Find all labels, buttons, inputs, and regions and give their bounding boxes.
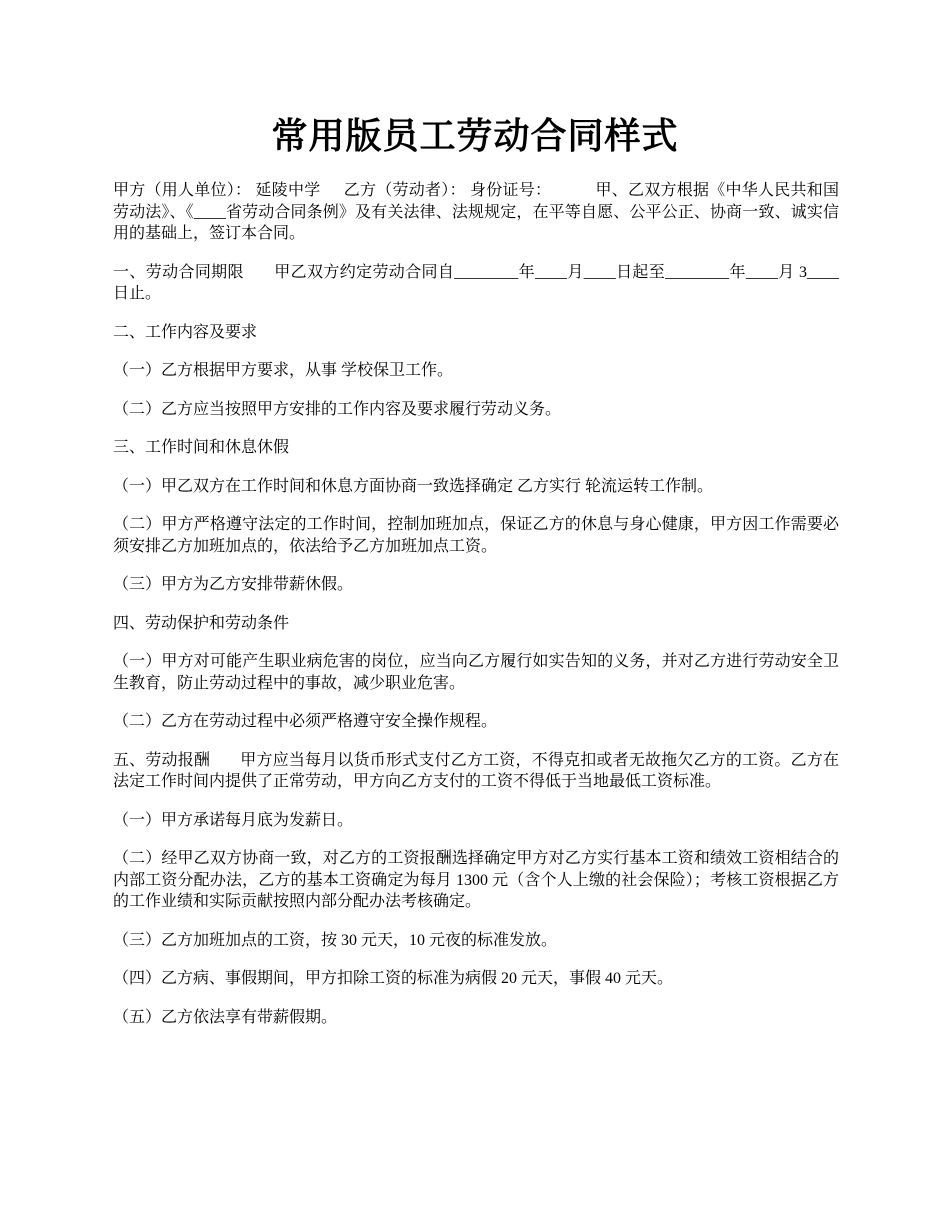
clause: （二）乙方应当按照甲方安排的工作内容及要求履行劳动义务。 xyxy=(113,400,562,418)
clause: （五）乙方依法享有带薪假期。 xyxy=(113,1008,338,1026)
clause: （一）甲方对可能产生职业病危害的岗位，应当向乙方履行如实告知的义务，并对乙方进行劳动安全卫生教育，防止劳动过程中的事故，减少职业危害。 xyxy=(113,653,839,692)
clause: （三）甲方为乙方安排带薪休假。 xyxy=(113,576,354,593)
clause: （四）乙方病、事假期间，甲方扣除工资的标准为病假 20 元天，事假 40 元天。 xyxy=(113,970,674,987)
clause: （一）乙方根据甲方要求，从事 学校保卫工作。 xyxy=(113,362,454,379)
document-body xyxy=(113,180,839,1045)
section-heading: 四、劳动保护和劳动条件 xyxy=(113,614,290,632)
section-text: 甲乙双方约定劳动合同自________年____月____日起至________年____月 3____日止。 xyxy=(113,263,839,302)
section-term xyxy=(113,262,839,305)
clause: （三）乙方加班加点的工资，按 30 元天，10 元夜的标准发放。 xyxy=(113,931,558,949)
section-heading: 五、劳动报酬 xyxy=(113,751,211,769)
section-pay xyxy=(113,750,839,793)
section-heading: 一、劳动合同期限 xyxy=(113,263,244,281)
document-title: 常用版员工劳动合同样式 xyxy=(271,116,679,157)
parties-paragraph xyxy=(113,180,839,245)
clause: （一）甲乙双方在工作时间和休息方面协商一致选择确定 乙方实行 轮流运转工作制。 xyxy=(113,477,714,495)
party-a: 甲方（用人单位）： 延陵中学 xyxy=(113,182,321,199)
section-heading: 三、工作时间和休息休假 xyxy=(113,439,290,456)
clause: （二）乙方在劳动过程中必须严格遵守安全操作规程。 xyxy=(113,713,498,730)
preamble: 甲、乙双方根据《中华人民共和国劳动法》、《____省劳动合同条例》及有关法律、法规规定，在平等自愿、公平公正、协商一致、诚实信用的基础上，签订本合同。 xyxy=(113,182,839,242)
section-heading: 二、工作内容及要求 xyxy=(113,323,258,341)
clause: （一）甲方承诺每月底为发薪日。 xyxy=(113,811,354,829)
clause: （二）甲方严格遵守法定的工作时间，控制加班加点，保证乙方的休息与身心健康，甲方因工作需要必须安排乙方加班加点的，依法给予乙方加班加点工资。 xyxy=(113,516,839,555)
clause: （二）经甲乙双方协商一致，对乙方的工资报酬选择确定甲方对乙方实行基本工资和绩效工资相结合的内部工资分配办法，乙方的基本工资确定为每月 1300 元（含个人上缴的社会保险）；考核工资根据乙方的工作业绩和实际贡献按照内部分配办法考核确定。 xyxy=(113,850,839,910)
party-b: 乙方（劳动者）： 身份证号： xyxy=(343,182,552,199)
section-text: 甲方应当每月以货币形式支付乙方工资，不得克扣或者无故拖欠乙方的工资。乙方在法定工作时间内提供了正常劳动，甲方向乙方支付的工资不得低于当地最低工资标准。 xyxy=(113,751,839,790)
